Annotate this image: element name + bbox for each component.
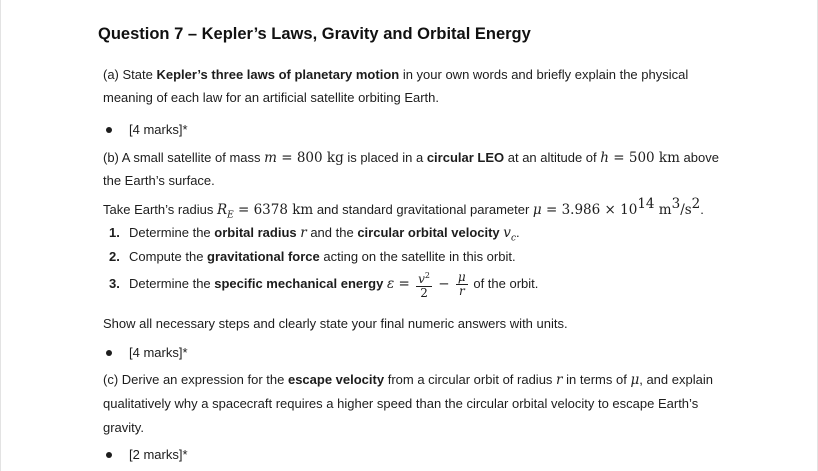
mu-value: = 3.986 × 10 (541, 202, 638, 218)
mu-unit: m (654, 202, 672, 218)
fraction-numerator: v (418, 272, 425, 287)
part-c-marks-text: [2 marks]* (129, 447, 188, 462)
fraction-exponent: 2 (424, 271, 431, 281)
item-bold: circular orbital velocity (357, 225, 500, 240)
part-b-item-3 (109, 269, 538, 300)
part-b-text: (b) A small satellite of mass (103, 150, 265, 165)
part-c-marks (106, 447, 188, 462)
item-text: of the orbit. (469, 276, 539, 291)
v-squared-over-2 (416, 269, 432, 300)
part-c-line-2: qualitatively why a spacecraft requires a higher speed than the circular orbital velocity to escape Earth’s (103, 396, 699, 411)
item-bold: specific mechanical energy (214, 276, 384, 291)
item-number: 2. (109, 249, 120, 264)
item-number: 3. (109, 276, 120, 291)
part-a-text: in your own words and briefly explain the physical (399, 67, 689, 82)
period: . (700, 202, 704, 217)
mu-symbol: μ (630, 372, 640, 388)
mu-unit: /s (680, 202, 692, 218)
velocity-symbol: v (503, 225, 511, 241)
part-c-bold-term: escape velocity (287, 372, 385, 387)
part-b-line-1 (103, 147, 719, 169)
part-b-instructions: Show all necessary steps and clearly state your final numeric answers with units. (103, 316, 568, 331)
mass-value: = 800 kg (276, 150, 344, 166)
part-b-item-1 (109, 225, 520, 244)
fraction-denominator: 2 (420, 286, 428, 301)
altitude-value: = 500 km (608, 150, 680, 166)
minus-sign: − (434, 276, 454, 292)
part-b-line-2: the Earth’s surface. (103, 173, 215, 188)
part-c-line-1 (103, 369, 713, 391)
period: . (515, 225, 520, 240)
item-text: and the (306, 225, 358, 240)
energy-symbol: ε (386, 276, 395, 292)
item-bold: gravitational force (207, 249, 320, 264)
part-c-text: , and explain (639, 372, 713, 387)
part-a-line-2: meaning of each law for an artificial satellite orbiting Earth. (103, 90, 440, 105)
mu-variable: μ (532, 202, 542, 218)
part-a-marks (106, 122, 188, 137)
part-a-marks-text: [4 marks]* (129, 122, 188, 137)
item-text: Determine the (129, 225, 215, 240)
orbit-type: circular LEO (426, 150, 505, 165)
fraction-numerator: μ (457, 270, 466, 285)
part-b-text: and standard gravitational parameter (313, 202, 533, 217)
item-bold: orbital radius (214, 225, 297, 240)
bullet-icon (106, 350, 112, 356)
velocity-subscript: c (510, 233, 516, 244)
item-text: Determine the (129, 276, 215, 291)
mu-exponent: 14 (637, 196, 655, 212)
part-b-text: at an altitude of (504, 150, 601, 165)
part-a-line-1 (103, 64, 688, 86)
mu-unit-exponent: 2 (691, 196, 701, 212)
radius-subscript: E (227, 210, 234, 221)
part-c-text: in terms of (562, 372, 631, 387)
part-c-line-3: gravity. (103, 420, 144, 435)
bullet-icon (106, 452, 112, 458)
altitude-variable: h (600, 150, 609, 166)
radius-variable: R (216, 202, 228, 218)
part-b-line-3 (103, 193, 704, 227)
part-b-marks (106, 345, 188, 360)
item-text: Compute the (129, 249, 208, 264)
mu-unit-exponent: 3 (671, 196, 681, 212)
mu-over-r (456, 271, 468, 298)
part-c-text: from a circular orbit of radius (384, 372, 557, 387)
part-b-text: above (679, 150, 719, 165)
question-title: Question 7 – Kepler’s Laws, Gravity and Orbital Energy (98, 25, 531, 43)
part-b-text: is placed in a (343, 150, 427, 165)
radius-value: = 6378 km (233, 202, 314, 218)
part-b-item-2 (109, 249, 516, 264)
equals-sign: = (394, 276, 415, 292)
part-c-text: (c) Derive an expression for the (103, 372, 288, 387)
part-a-bold-term: Kepler’s three laws of planetary motion (156, 67, 400, 82)
fraction-denominator: r (458, 284, 465, 299)
bullet-icon (106, 127, 112, 133)
radius-symbol: r (300, 225, 307, 241)
item-text: acting on the satellite in this orbit. (319, 249, 516, 264)
part-b-text: Take Earth’s radius (103, 202, 217, 217)
part-b-marks-text: [4 marks]* (129, 345, 188, 360)
item-number: 1. (109, 225, 120, 240)
radius-symbol: r (556, 372, 563, 388)
mass-variable: m (264, 150, 277, 166)
part-a-label: (a) State (103, 67, 157, 82)
